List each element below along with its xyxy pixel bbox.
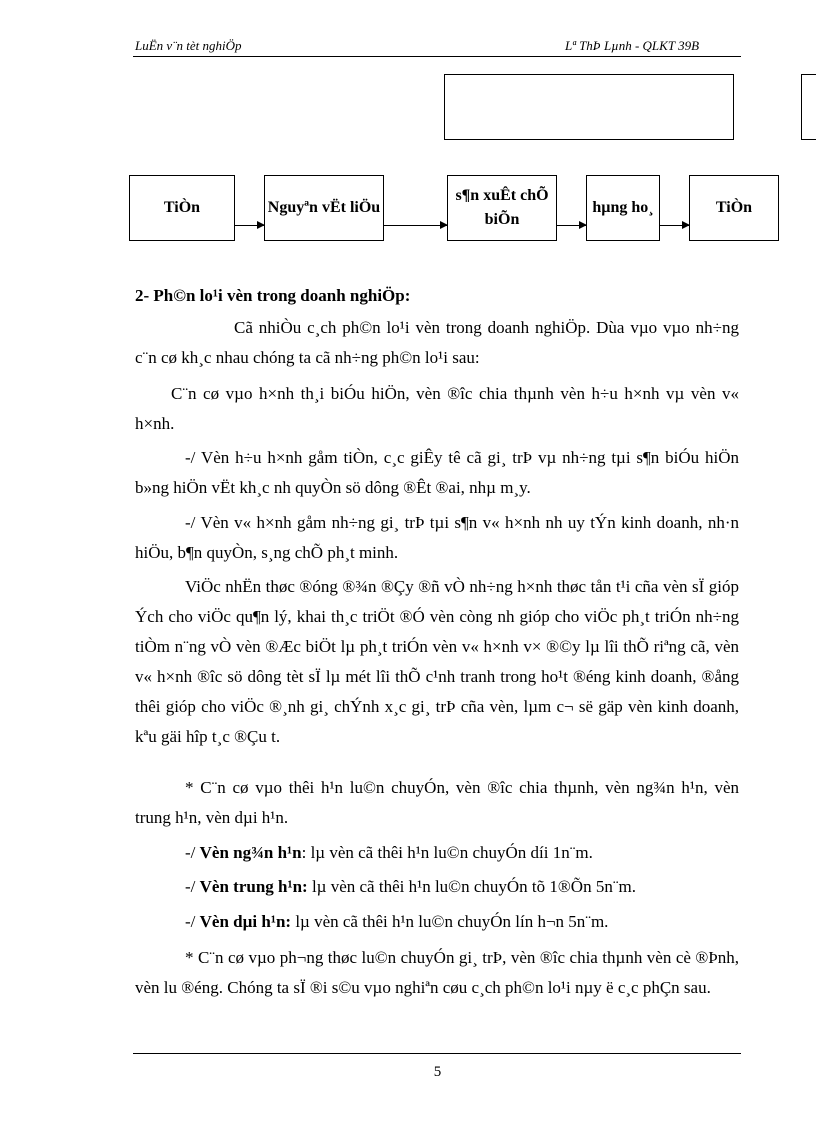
flow-arrow-2 [384, 225, 447, 226]
paragraph-circulation-basis: * C¨n cø vµo ph¬ng thøc lu©n chuyÓn gi¸ trÞ, vèn ®îc chia thµnh vèn cè ®Þnh, vèn lu ®éng. Chóng ta sÏ ®i s©u vµo nghiªn cøu c¸ch ph©n lo¹i nµy ë c¸c phÇn sau. [135, 948, 739, 997]
header-left: LuËn v¨n tèt nghiÖp [135, 38, 242, 53]
flow-arrow-4 [660, 225, 689, 226]
medium-term-text: lµ vèn cã thêi h¹n lu©n chuyÓn tõ 1®Õn 5n¨m. [307, 877, 636, 896]
paragraph-medium-term [135, 872, 739, 902]
paragraph-tangible: -/ Vèn h÷u h×nh gåm tiÒn, c¸c giÊy tê cã gi¸ trÞ vµ nh÷ng tµi s¶n biÓu hiÖn b»ng hiÖn vËt kh¸c nh quyÒn sö dông ®Êt ®ai, nhµ m¸y. [135, 448, 739, 497]
flow-box-materials: Nguyªn vËt liÖu [264, 175, 384, 241]
paragraph-intangible: -/ Vèn v« h×nh gåm nh÷ng gi¸ trÞ tµi s¶n v« h×nh nh uy tÝn kinh doanh, nh·n hiÖu, b¶n quyÒn, s¸ng chÕ ph¸t minh. [135, 513, 739, 562]
long-term-label: Vèn dµi h¹n: [199, 912, 292, 931]
paragraph-intro: Cã nhiÒu c¸ch ph©n lo¹i vèn trong doanh nghiÖp. Dùa vµo vµo nh÷ng c¨n cø kh¸c nhau chóng ta cã nh÷ng ph©n lo¹i sau: [135, 318, 739, 367]
header-right: Lª ThÞ Lµnh - QLKT 39B [565, 38, 700, 53]
medium-term-prefix: -/ [185, 877, 200, 896]
header-rule [133, 56, 741, 57]
footer-rule [133, 1053, 741, 1054]
paragraph-long-term [135, 907, 739, 937]
flow-box-money-end: TiÒn [689, 175, 779, 241]
flow-arrow-1 [235, 225, 264, 226]
paragraph-form-basis: C¨n cø vµo h×nh th¸i biÓu hiÖn, vèn ®îc chia thµnh vèn h÷u h×nh vµ vèn v« h×nh. [135, 384, 739, 433]
flow-box-production: s¶n xuÊt chÕ biÕn [447, 175, 557, 241]
flow-arrow-3 [557, 225, 586, 226]
paragraph-awareness: ViÖc nhËn thøc ®óng ®¾n ®Çy ®ñ vÒ nh÷ng h×nh thøc tån t¹i cña vèn sÏ gióp Ých cho viÖc qu¶n lý, khai th¸c triÖt ®Ó vèn còng nh gióp cho viÖc ph¸t triÓn nh÷ng tiÒm n¨ng vÒ vèn ®Æc biÖt lµ ph¸t triÓn vèn v« h×nh v× ®©y lµ lîi thÕ riªng cã, vèn v« h×nh ®îc sö dông tèt sÏ lµ mét lîi thÕ c¹nh tranh trong ho¹t ®éng kinh doanh, ®ång thêi gióp cho viÖc ®¸nh gi¸ chÝnh x¸c gi¸ trÞ cña vèn, lµm c¬ së gäp vèn kinh doanh, kªu gäi hîp t¸c ®Çu t. [135, 577, 739, 746]
short-term-label: Vèn ng¾n h¹n [199, 843, 302, 862]
paragraph-short-term [135, 838, 739, 868]
medium-term-label: Vèn trung h¹n: [199, 877, 308, 896]
page-number: 5 [433, 1064, 442, 1080]
short-term-text: : lµ vèn cã thêi h¹n lu©n chuyÓn díi 1n¨m. [301, 843, 593, 862]
long-term-text: lµ vèn cã thêi h¹n lu©n chuyÓn lín h¬n 5n¨m. [291, 912, 609, 931]
edge-bracket [801, 74, 816, 140]
flow-box-money-start: TiÒn [129, 175, 235, 241]
empty-frame-box [444, 74, 734, 140]
section-title: 2- Ph©n lo¹i vèn trong doanh nghiÖp: [135, 286, 411, 305]
paragraph-term-basis: * C¨n cø vµo thêi h¹n lu©n chuyÓn, vèn ®îc chia thµnh, vèn ng¾n h¹n, vèn trung h¹n, vèn dµi h¹n. [135, 778, 739, 827]
flow-box-goods: hµng ho¸ [586, 175, 660, 241]
long-term-prefix: -/ [185, 912, 200, 931]
short-term-prefix: -/ [185, 843, 200, 862]
